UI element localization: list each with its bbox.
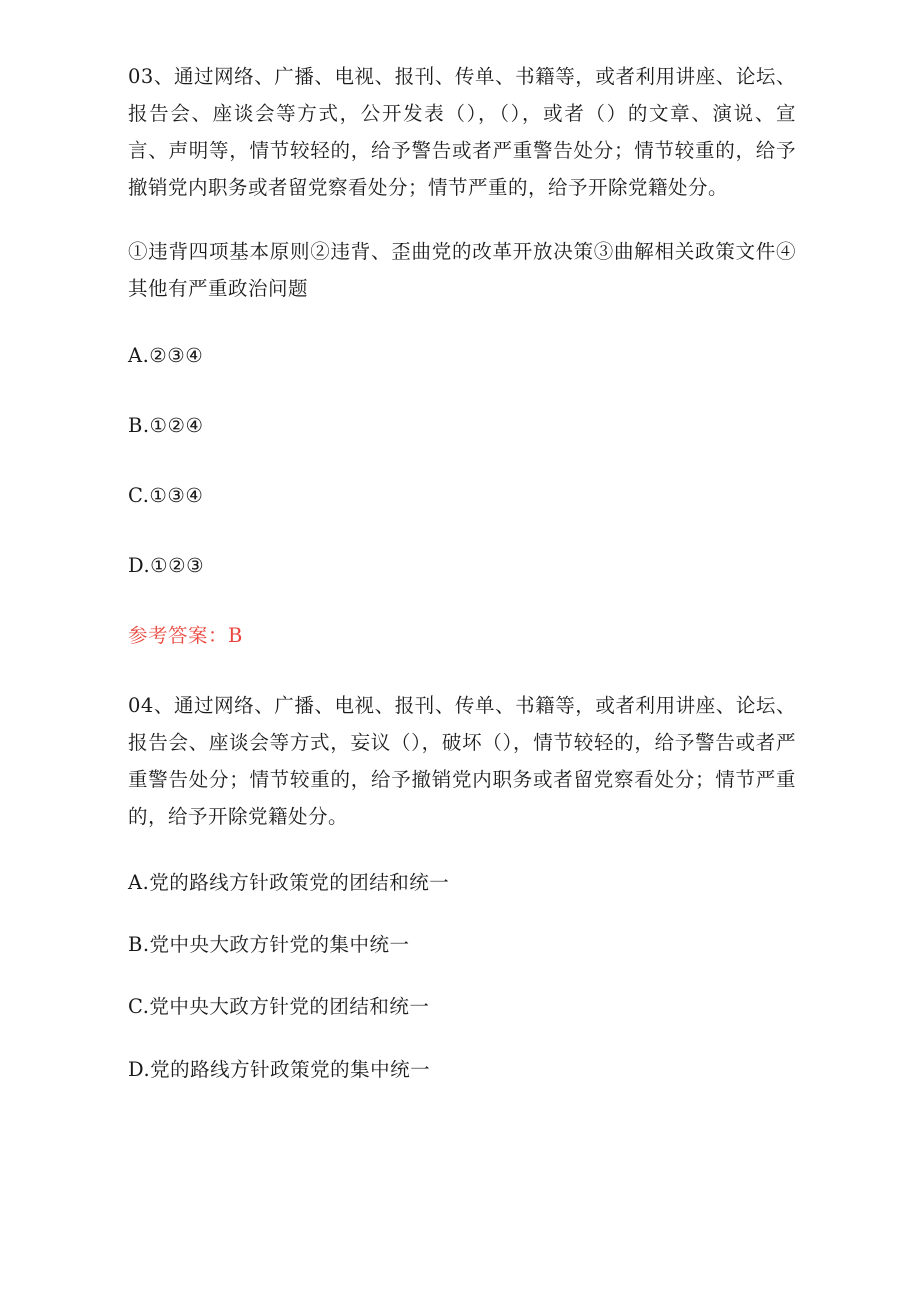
question-03-answer: 参考答案：B bbox=[128, 624, 243, 647]
question-04-stem: 04、通过网络、广播、电视、报刊、传单、书籍等，或者利用讲座、论坛、报告会、座谈会等方式，妄议（），破坏（），情节较轻的，给予警告或者严重警告处分；情节较重的，给予撤销党内职务或者留党察看处分；情节严重的，给予开除党籍处分。 bbox=[128, 694, 796, 828]
document-page bbox=[128, 58, 796, 1088]
question-03-option-c: C.①③④ bbox=[128, 484, 204, 507]
question-04-option-d: D.党的路线方针政策党的集中统一 bbox=[128, 1058, 431, 1081]
question-03-stem: 03、通过网络、广播、电视、报刊、传单、书籍等，或者利用讲座、论坛、报告会、座谈会等方式，公开发表（），（），或者（）的文章、演说、宣言、声明等，情节较轻的，给予警告或者严重警告处分；情节较重的，给予撤销党内职务或者留党察看处分；情节严重的，给予开除党籍处分。 bbox=[128, 65, 796, 199]
question-04-option-a: A.党的路线方针政策党的团结和统一 bbox=[128, 871, 450, 894]
question-03-option-b: B.①②④ bbox=[128, 414, 204, 437]
question-03-items: ①违背四项基本原则②违背、歪曲党的改革开放决策③曲解相关政策文件④其他有严重政治问题 bbox=[128, 240, 796, 300]
question-03-option-a: A.②③④ bbox=[128, 344, 204, 367]
question-04-option-c: C.党中央大政方针党的团结和统一 bbox=[128, 995, 430, 1018]
question-04-option-b: B.党中央大政方针党的集中统一 bbox=[128, 933, 410, 956]
question-03-option-d: D.①②③ bbox=[128, 554, 205, 577]
